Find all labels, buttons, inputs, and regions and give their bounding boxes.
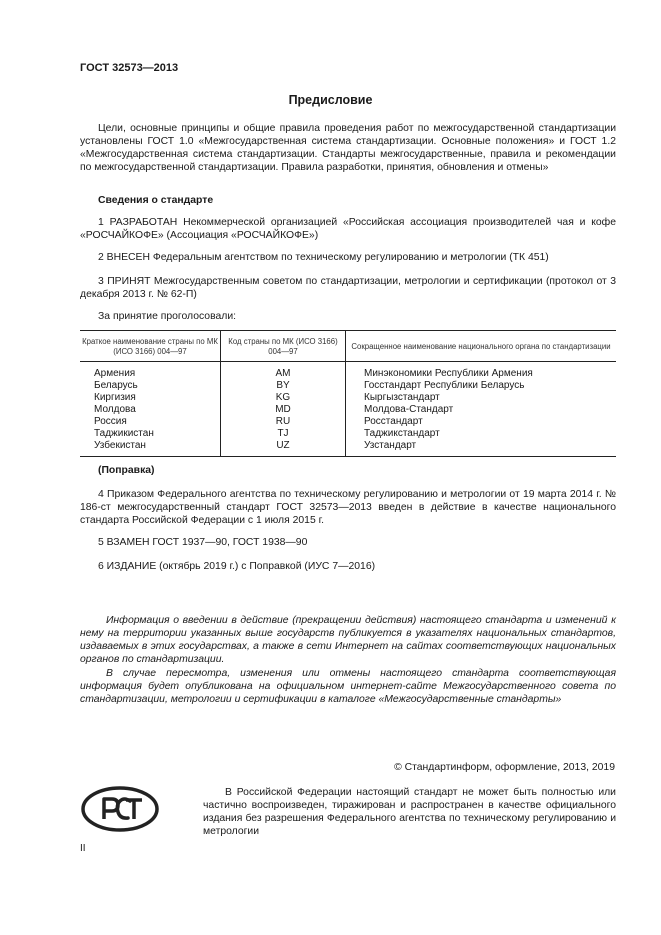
header-country-code: Код страны по МК (ИСО 3166) 004—97: [221, 331, 346, 362]
table-row: [80, 428, 616, 440]
item-1-text: 1 РАЗРАБОТАН Некоммерческой организацией «Российская ассоциация производителей чая и кофе «РОСЧАЙКОФЕ» (Ассоциация «РОСЧАЙКОФЕ»): [80, 217, 616, 241]
cell-body: Молдова-Стандарт: [364, 404, 454, 415]
voted-label: За принятие проголосовали:: [98, 311, 237, 322]
cell-code: MD: [221, 404, 346, 416]
cell-country: Беларусь: [94, 380, 138, 391]
cell-body: Кыргызстандарт: [364, 392, 440, 403]
table-row: [80, 440, 616, 457]
page-number: II: [80, 843, 86, 854]
cell-body: Госстандарт Республики Беларусь: [364, 380, 525, 391]
item-2-text: 2 ВНЕСЕН Федеральным агентством по техническому регулированию и метрологии (ТК 451): [98, 252, 549, 263]
notice-text: В Российской Федерации настоящий стандарт не может быть полностью или частично воспроизведен, тиражирован и распространен в качестве официального издания без разрешения Федерального агентства по техническому регулированию и метрологии: [203, 787, 616, 837]
header-country-name: Краткое наименование страны по МК (ИСО 3166) 004—97: [80, 331, 221, 362]
info-paragraph-1: [80, 614, 616, 666]
cell-country: Молдова: [94, 404, 136, 415]
reproduction-notice: [203, 786, 616, 838]
item-3-text: 3 ПРИНЯТ Межгосударственным советом по стандартизации, метрологии и сертификации (протокол от 3 декабря 2013 г. № 62-П): [80, 276, 616, 300]
cell-code: BY: [221, 380, 346, 392]
item-1: [80, 216, 616, 242]
cell-body: Узстандарт: [346, 440, 617, 457]
cell-body: Таджикстандарт: [364, 428, 440, 439]
info-paragraph-2: [80, 667, 616, 706]
item-6: 6 ИЗДАНИЕ (октябрь 2019 г.) с Поправкой (ИУС 7—2016): [98, 561, 376, 572]
cell-body: Минэкономики Республики Армения: [364, 368, 533, 379]
cell-country: Таджикистан: [94, 428, 154, 439]
page-title: Предисловие: [288, 93, 373, 107]
cell-code: TJ: [221, 428, 346, 440]
about-heading: Сведения о стандарте: [98, 195, 214, 206]
cell-country: Киргизия: [94, 392, 136, 403]
intro-text: Цели, основные принципы и общие правила проведения работ по межгосударственной стандартизации установлены ГОСТ 1.0 «Межгосударственная система стандартизации. Основные положения» и ГОСТ 1.2 «Межгосударственная система стандартизации. Стандарты межгосударственные, правила и рекомендации по межгосударственной стандартизации. Правила разработки, принятия, обновления и отмены»: [80, 123, 616, 173]
table-row: [80, 404, 616, 416]
table-row: [80, 362, 616, 381]
item-4: [80, 488, 616, 527]
item-5: 5 ВЗАМЕН ГОСТ 1937—90, ГОСТ 1938—90: [98, 537, 308, 548]
cell-country: Армения: [94, 368, 136, 379]
table-row: [80, 416, 616, 428]
cell-country: Россия: [94, 416, 127, 427]
cell-code: AM: [221, 362, 346, 381]
table-row: [80, 380, 616, 392]
cell-body: Росстандарт: [364, 416, 423, 427]
info-1-text: Информация о введении в действие (прекращении действия) настоящего стандарта и изменений к нему на территории указанных выше государств публикуется в указателях национальных стандартов, издаваемых в этих государствах, а также в сети Интернет на сайтах соответствующих национальных органов по стандартизации.: [80, 615, 616, 665]
cell-code: KG: [221, 392, 346, 404]
table-header-row: [80, 331, 616, 362]
standard-header: ГОСТ 32573—2013: [80, 62, 179, 74]
item-3: [80, 275, 616, 301]
cell-code: RU: [221, 416, 346, 428]
header-national-body: Сокращенное наименование национального органа по стандартизации: [346, 331, 617, 362]
amendment-label: (Поправка): [98, 465, 155, 476]
info-2-text: В случае пересмотра, изменения или отмены настоящего стандарта соответствующая информация будет опубликована на официальном интернет-сайте Межгосударственного совета по стандартизации, метрологии и сертификации в каталоге «Межгосударственные стандарты»: [80, 668, 616, 705]
intro-paragraph: [80, 122, 616, 174]
copyright-line: © Стандартинформ, оформление, 2013, 2019: [394, 762, 615, 773]
table-row: [80, 392, 616, 404]
cell-code: UZ: [221, 440, 346, 457]
rst-certification-mark-icon: [80, 785, 160, 838]
item-2: [80, 251, 616, 264]
item-4-text: 4 Приказом Федерального агентства по техническому регулированию и метрологии от 19 марта 2014 г. № 186-ст межгосударственный стандарт ГОСТ 32573—2013 введен в действие в качестве национального стандарта Российской Федерации с 1 июля 2015 г.: [80, 489, 616, 526]
cell-country: Узбекистан: [80, 440, 221, 457]
countries-table: [80, 330, 616, 457]
